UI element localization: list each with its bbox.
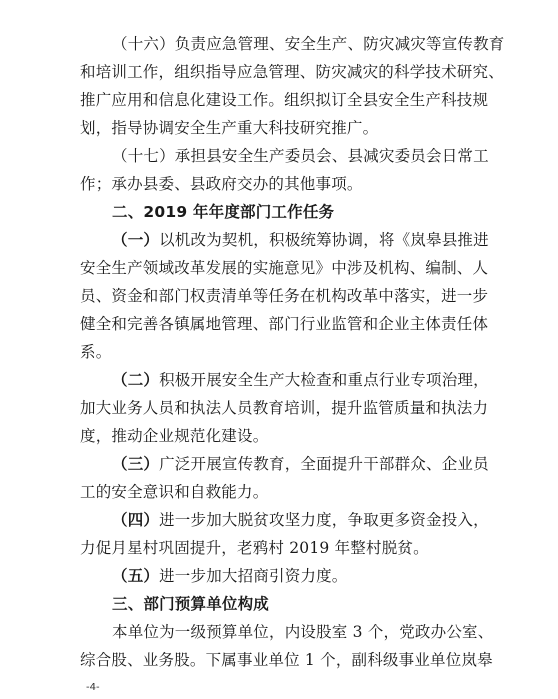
paragraph-line: 作；承办县委、县政府交办的其他事项。 <box>80 175 363 193</box>
paragraph-line: 本单位为一级预算单位，内设股室 3 个，党政办公室、 <box>112 623 494 641</box>
page-number: -4- <box>86 682 100 693</box>
task-line <box>112 230 512 250</box>
task-label: （五） <box>112 567 160 585</box>
task-line: 度，推动企业规范化建设。 <box>80 427 269 445</box>
task-line: 加大业务人员和执法人员教育培训，提升监管质量和执法力 <box>80 399 489 417</box>
task-line: 健全和完善各镇属地管理、部门行业监管和企业主体责任体 <box>80 315 489 333</box>
task-line <box>112 566 512 586</box>
task-line: 力促月星村巩固提升，老鸦村 2019 年整村脱贫。 <box>80 539 429 557</box>
paragraph-line: 推广应用和信息化建设工作。组织拟订全县安全生产科技规 <box>80 91 489 109</box>
paragraph-line: （十六）负责应急管理、安全生产、防灾减灾等宣传教育 <box>112 35 505 53</box>
task-line <box>112 454 512 474</box>
paragraph-line: 综合股、业务股。下属事业单位 1 个，副科级事业单位岚皋 <box>80 651 493 669</box>
task-label: （二） <box>112 371 160 389</box>
section-heading: 三、部门预算单位构成 <box>112 595 270 613</box>
paragraph-line: 和培训工作，组织指导应急管理、防灾减灾的科学技术研究、 <box>80 63 504 81</box>
task-text: 进一步加大招商引资力度。 <box>159 567 348 585</box>
task-line: 员、资金和部门权责清单等任务在机构改革中落实，进一步 <box>80 287 489 305</box>
task-text: 以机改为契机，积极统筹协调，将《岚皋县推进 <box>159 231 489 249</box>
task-line <box>112 370 512 390</box>
task-label: （三） <box>112 455 160 473</box>
task-text: 广泛开展宣传教育，全面提升干部群众、企业员 <box>159 455 489 473</box>
task-line <box>112 510 512 530</box>
task-text: 进一步加大脱贫攻坚力度，争取更多资金投入， <box>159 511 489 529</box>
task-line: 工的安全意识和自救能力。 <box>80 483 269 501</box>
task-text: 积极开展安全生产大检查和重点行业专项治理， <box>159 371 489 389</box>
section-heading: 二、2019 年年度部门工作任务 <box>112 203 335 221</box>
paragraph-line: （十七）承担县安全生产委员会、县减灾委员会日常工 <box>112 147 489 165</box>
task-line: 系。 <box>80 343 112 361</box>
task-label: （一） <box>112 231 160 249</box>
task-line: 安全生产领域改革发展的实施意见》中涉及机构、编制、人 <box>80 259 489 277</box>
task-label: （四） <box>112 511 160 529</box>
paragraph-line: 划，指导协调安全生产重大科技研究推广。 <box>80 119 379 137</box>
